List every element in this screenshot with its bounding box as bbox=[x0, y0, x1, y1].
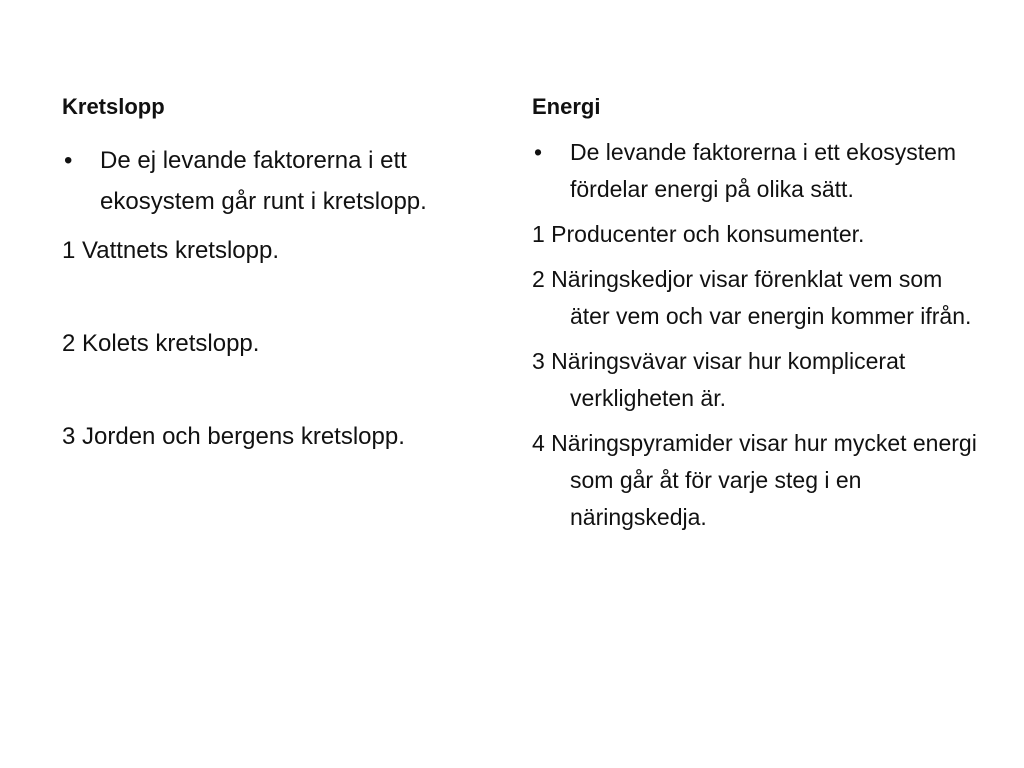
left-bullet bbox=[62, 140, 482, 222]
bullet-icon: • bbox=[64, 147, 73, 174]
left-column bbox=[62, 92, 482, 457]
right-heading: Energi bbox=[532, 94, 601, 119]
right-column bbox=[532, 92, 982, 536]
right-bullet-text: De levande faktorerna i ett ekosystem fördelar energi på olika sätt. bbox=[570, 139, 957, 202]
left-heading: Kretslopp bbox=[62, 94, 165, 119]
left-item-1: 1 Vattnets kretslopp. bbox=[62, 237, 280, 264]
left-item-3: 3 Jorden och bergens kretslopp. bbox=[62, 423, 405, 450]
right-item-4: 4 Näringspyramider visar hur mycket energi som går åt för varje steg i en näringskedja. bbox=[532, 430, 977, 530]
left-item-2: 2 Kolets kretslopp. bbox=[62, 330, 260, 357]
right-item-3: 3 Näringsvävar visar hur komplicerat verkligheten är. bbox=[532, 348, 906, 411]
left-bullet-text: De ej levande faktorerna i ett ekosystem går runt i kretslopp. bbox=[100, 147, 427, 215]
right-item-2: 2 Näringskedjor visar förenklat vem som äter vem och var energin kommer ifrån. bbox=[532, 266, 972, 329]
right-bullet bbox=[532, 134, 982, 208]
bullet-icon: • bbox=[534, 139, 543, 165]
right-item-1: 1 Producenter och konsumenter. bbox=[532, 221, 865, 247]
